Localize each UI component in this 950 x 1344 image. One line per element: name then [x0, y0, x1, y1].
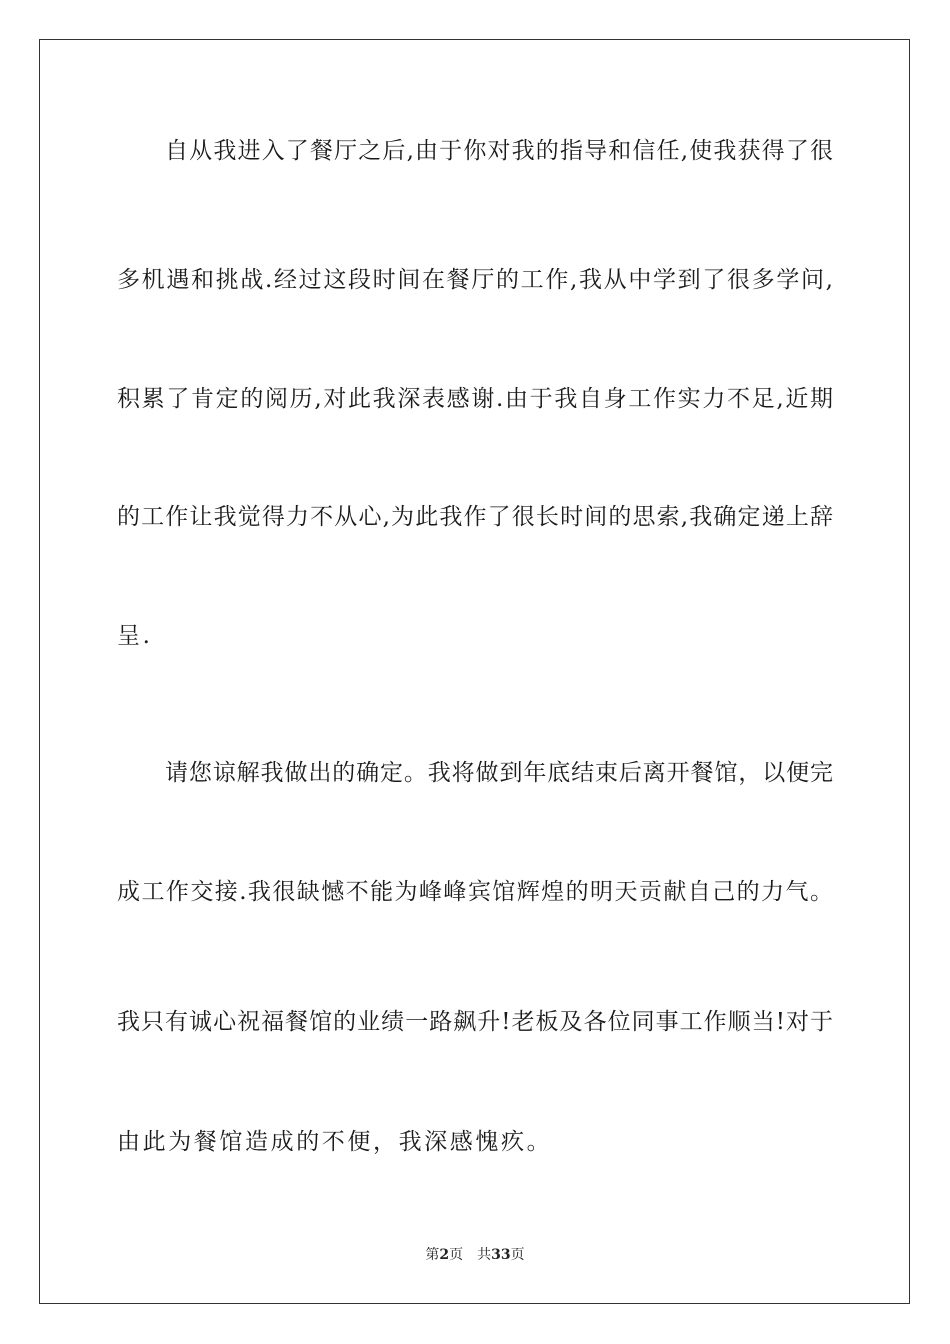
- paragraph-2-line-3: 我只有诚心祝福餐馆的业绩一路飙升!老板及各位同事工作顺当!对于: [117, 1009, 833, 1035]
- footer-page-number: 2: [439, 1247, 450, 1263]
- footer-page-prefix: 第: [425, 1247, 440, 1263]
- paragraph-1-line-1: 自从我进入了餐厅之后,由于你对我的指导和信任,使我获得了很: [165, 138, 833, 164]
- paragraph-2-line-1: 请您谅解我做出的确定。我将做到年底结束后离开餐馆，以便完: [165, 760, 833, 786]
- page-border: [39, 39, 910, 1304]
- paragraph-1-line-4: 的工作让我觉得力不从心,为此我作了很长时间的思索,我确定递上辞: [117, 504, 833, 530]
- footer-page-suffix: 页: [449, 1247, 464, 1263]
- paragraph-2-line-4: 由此为餐馆造成的不便，我深感愧疚。: [117, 1129, 553, 1155]
- paragraph-1-line-3: 积累了肯定的阅历,对此我深表感谢.由于我自身工作实力不足,近期: [117, 386, 833, 412]
- footer-total-number: 33: [491, 1247, 511, 1263]
- footer-total-suffix: 页: [510, 1247, 525, 1263]
- paragraph-1-line-5: 呈.: [117, 623, 153, 649]
- page-footer: [0, 1246, 950, 1264]
- paragraph-2-line-2: 成工作交接.我很缺憾不能为峰峰宾馆辉煌的明天贡献自己的力气。: [117, 879, 833, 905]
- footer-total-prefix: 共: [477, 1247, 492, 1263]
- paragraph-1-line-2: 多机遇和挑战.经过这段时间在餐厅的工作,我从中学到了很多学问,: [117, 267, 833, 293]
